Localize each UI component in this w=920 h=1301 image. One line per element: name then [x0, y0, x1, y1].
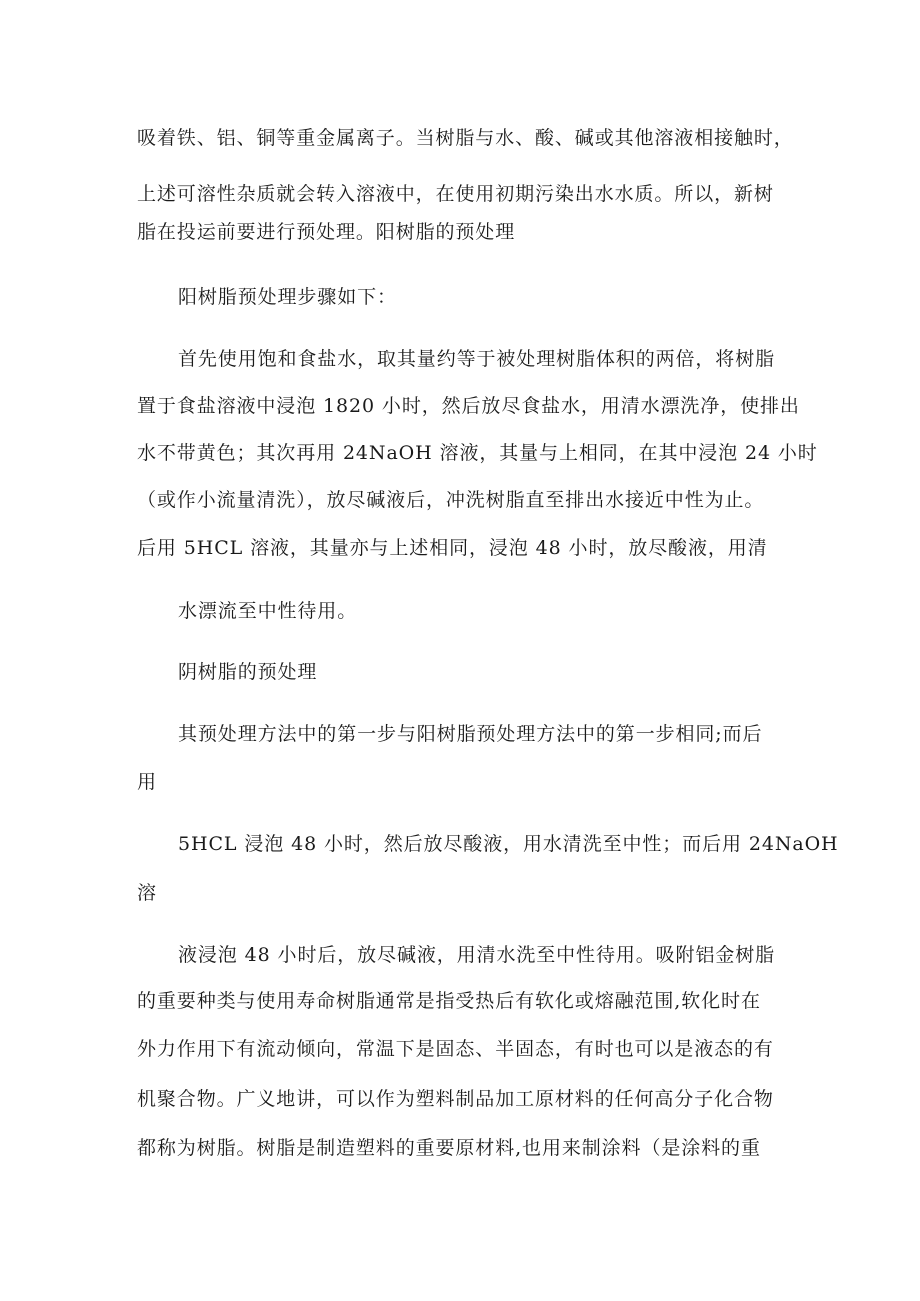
- text-line: 水不带黄色；其次再用 24NaOH 溶液，其量与上相同，在其中浸泡 24 小时: [137, 442, 818, 464]
- text-line: 外力作用下有流动倾向，常温下是固态、半固态，有时也可以是液态的有: [137, 1038, 774, 1060]
- text-line: 上述可溶性杂质就会转入溶液中，在使用初期污染出水水质。所以，新树: [137, 183, 774, 205]
- text-line: 阳树脂预处理步骤如下：: [178, 286, 397, 308]
- text-line: 5HCL 浸泡 48 小时，然后放尽酸液，用水清洗至中性；而后用 24NaOH: [178, 833, 839, 855]
- text-line: 吸着铁、铝、铜等重金属离子。当树脂与水、酸、碱或其他溶液相接触时，: [137, 127, 794, 149]
- text-line: 溶: [137, 882, 157, 904]
- text-line: 首先使用饱和食盐水，取其量约等于被处理树脂体积的两倍，将树脂: [178, 348, 776, 370]
- text-line: 机聚合物。广义地讲，可以作为塑料制品加工原材料的任何高分子化合物: [137, 1088, 774, 1110]
- text-line: （或作小流量清洗），放尽碱液后，冲洗树脂直至排出水接近中性为止。: [137, 489, 765, 511]
- text-line: 水漂流至中性待用。: [178, 600, 358, 622]
- text-line: 的重要种类与使用寿命树脂通常是指受热后有软化或熔融范围,软化时在: [137, 990, 761, 1012]
- text-line: 其预处理方法中的第一步与阳树脂预处理方法中的第一步相同;而后: [178, 723, 763, 745]
- text-line: 用: [137, 771, 157, 793]
- text-line: 都称为树脂。树脂是制造塑料的重要原材料,也用来制涂料（是涂料的重: [137, 1137, 761, 1159]
- text-line: 置于食盐溶液中浸泡 1820 小时，然后放尽食盐水，用清水漂洗净，使排出: [137, 395, 800, 417]
- text-line: 液浸泡 48 小时后，放尽碱液，用清水洗至中性待用。吸附铝金树脂: [178, 944, 776, 966]
- text-line: 后用 5HCL 溶液，其量亦与上述相同，浸泡 48 小时，放尽酸液，用清: [137, 537, 768, 559]
- text-line: 脂在投运前要进行预处理。阳树脂的预处理: [137, 221, 516, 243]
- section-heading: 阴树脂的预处理: [178, 661, 318, 683]
